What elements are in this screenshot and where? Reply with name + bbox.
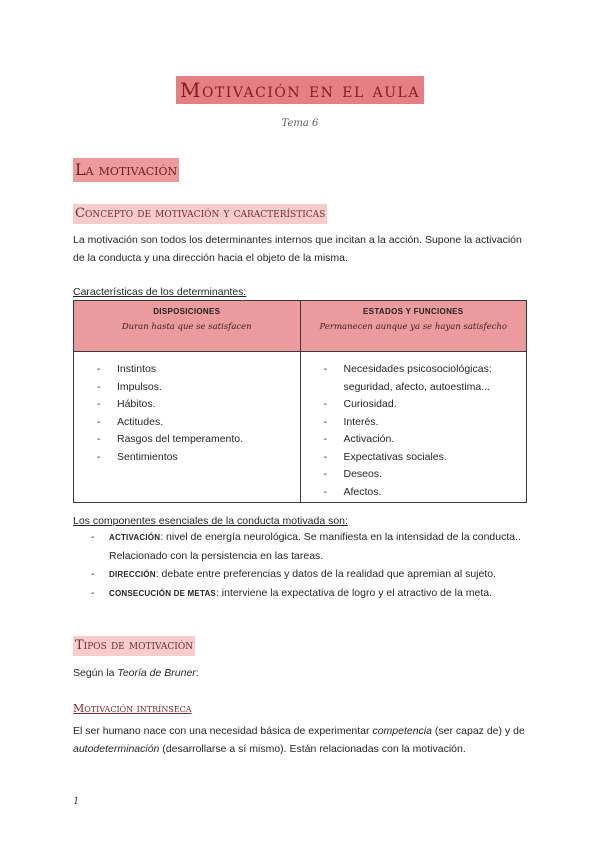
- list-item: - Instintos: [75, 361, 299, 379]
- p-italic1: competencia: [372, 725, 432, 737]
- p-part3: (desarrollarse a sí mismo). Están relacionadas con la motivación.: [159, 743, 466, 755]
- disposiciones-title: DISPOSICIONES: [153, 307, 221, 316]
- concepto-paragraph: La motivación son todos los determinantes internos que incitan a la acción. Supone la activación de la conducta y una dirección hacia el objeto de la misma.: [73, 234, 522, 264]
- component-term: ACTIVACIÓN: [109, 533, 161, 542]
- list-item: - Actitudes.: [75, 414, 299, 432]
- table-header-disposiciones: [74, 301, 301, 352]
- list-item: - Interés.: [302, 414, 526, 432]
- component-text: : debate entre preferencias y datos de la realidad que apremian al sujeto.: [155, 568, 497, 580]
- component-term: DIRECCIÓN: [109, 570, 156, 579]
- bruner-intro: [73, 664, 533, 682]
- disposiciones-cell: [74, 352, 301, 503]
- table-header-estados: [300, 301, 527, 352]
- p-part1: El ser humano nace con una necesidad básica de experimentar: [73, 725, 373, 737]
- estados-title: ESTADOS Y FUNCIONES: [363, 307, 464, 316]
- subsection-heading-intrinseca: Motivación intrínseca: [73, 702, 192, 715]
- intro-suffix: :: [195, 667, 199, 679]
- list-item: - Expectativas sociales.: [302, 449, 526, 467]
- section-heading-tipos: Tipos de motivación: [73, 636, 195, 656]
- intrinseca-paragraph: [73, 722, 533, 758]
- list-item: - Deseos.: [302, 466, 526, 484]
- list-item: - Sentimientos: [75, 449, 299, 467]
- list-item: - Necesidades psicosociológicas: seguridad, afecto, autoestima...: [302, 361, 526, 396]
- list-item: - Afectos.: [302, 484, 526, 502]
- list-item: - Impulsos.: [75, 379, 299, 397]
- document-title: Motivación en el aula: [176, 76, 424, 104]
- component-text: : nivel de energía neurológica. Se manifiesta en la intensidad de la conducta.. Relacionado con la persistencia en las tareas.: [109, 531, 521, 562]
- p-italic2: autodeterminación: [73, 743, 160, 755]
- list-item: - Curiosidad.: [302, 396, 526, 414]
- estados-cell: [300, 352, 527, 503]
- intro-prefix: Según la: [73, 667, 118, 679]
- title-wrap: [0, 76, 600, 104]
- estados-list: [302, 361, 526, 501]
- table-caption: Características de los determinantes:: [73, 286, 247, 298]
- list-item: - Hábitos.: [75, 396, 299, 414]
- list-item: - Rasgos del temperamento.: [75, 431, 299, 449]
- determinants-table: [73, 300, 527, 503]
- component-text: : interviene la expectativa de logro y el atractivo de la meta.: [215, 587, 493, 599]
- intro-theory: Teoría de Bruner: [117, 667, 196, 679]
- document-subtitle: Tema 6: [281, 118, 319, 129]
- disposiciones-subtitle: Duran hasta que se satisfacen: [121, 322, 252, 332]
- section-heading-motivacion: La motivación: [73, 158, 179, 182]
- component-direccion: [73, 565, 533, 584]
- page-number: 1: [73, 796, 80, 807]
- component-activacion: [73, 528, 533, 565]
- disposiciones-list: [75, 361, 299, 466]
- components-caption: Los componentes esenciales de la conducta motivada son:: [73, 515, 348, 527]
- subsection-heading-concepto: Concepto de motivación y características: [73, 204, 327, 224]
- component-term: CONSECUCIÓN DE METAS: [109, 589, 216, 598]
- component-consecucion: [73, 584, 533, 603]
- components-list: [73, 528, 533, 603]
- estados-subtitle: Permanecen aunque ya se hayan satisfecho: [319, 322, 507, 332]
- p-part2: (ser capaz de) y de: [431, 725, 525, 737]
- list-item: - Activación.: [302, 431, 526, 449]
